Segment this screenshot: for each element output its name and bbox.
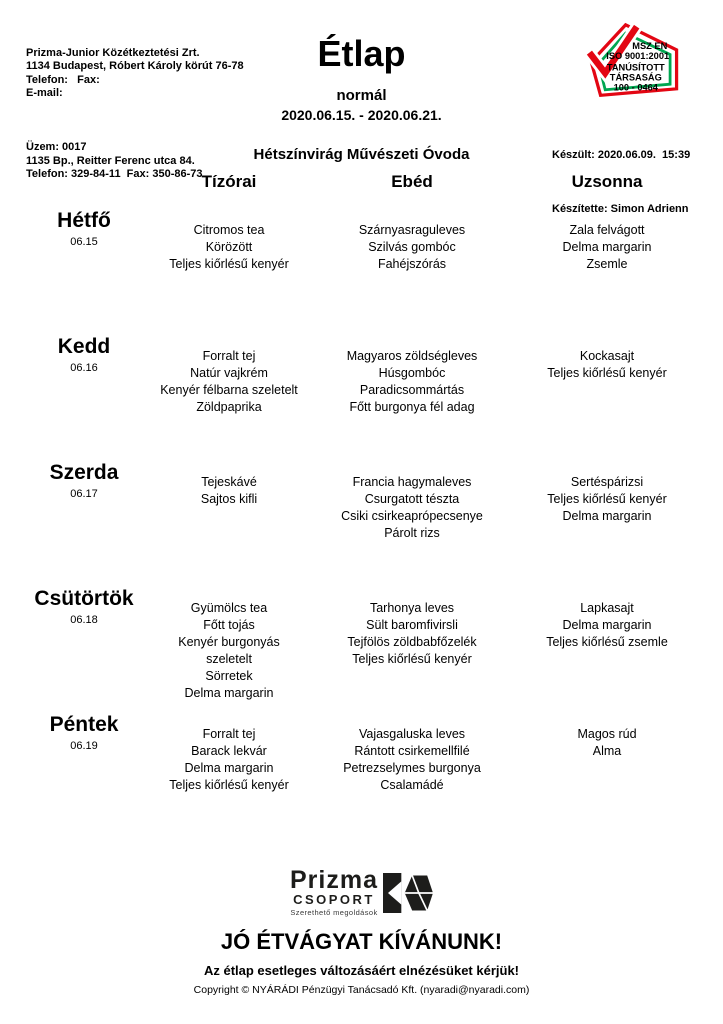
text-line: Prizma-Junior Közétkeztetési Zrt. <box>26 46 200 59</box>
text-line: Kenyér burgonyás szeletelt <box>178 635 280 666</box>
ebed-items <box>300 713 524 839</box>
text-line: Delma margarin <box>562 240 652 254</box>
text-line: Petrezselymes burgonya <box>343 761 481 775</box>
text-line: Barack lekvár <box>191 744 267 758</box>
bon-appetit-text: JÓ ÉTVÁGYAT KÍVÁNUNK! <box>220 929 503 954</box>
badge-standard: MSZ EN <box>632 40 668 51</box>
text-line: Magos rúd <box>577 727 637 741</box>
badge-number: 100 - 0464 <box>613 82 658 93</box>
text-line: Főtt burgonya fél adag <box>349 400 475 414</box>
day-cell <box>10 335 158 461</box>
prism-icon <box>383 866 433 920</box>
uzsonna-items <box>524 209 690 335</box>
badge-certified: TANÚSÍTOTT <box>606 62 665 73</box>
column-header-row <box>10 172 690 192</box>
text-line: Csurgatott tészta <box>364 492 460 506</box>
text-line: Telefon: 329-84-11 Fax: 350-86-73 <box>26 168 203 181</box>
text-line: Tarhonya leves <box>369 601 455 615</box>
day-name: Csütörtök <box>34 587 134 610</box>
text-line: 1135 Bp., Reitter Ferenc utca 84. <box>26 154 195 167</box>
tizorai-items <box>158 209 300 335</box>
text-line: Zsemle <box>586 257 628 271</box>
text-line: Francia hagymaleves <box>352 475 472 489</box>
menu-row-thursday <box>10 587 690 713</box>
institution-name: Hétszínvirág Művészeti Óvoda <box>253 146 470 163</box>
badge-iso: ISO 9001:2001 <box>606 51 670 62</box>
day-date: 06.19 <box>70 740 98 752</box>
text-line: Natúr vajkrém <box>190 366 268 380</box>
text-line: Rántott csirkemellfilé <box>354 744 470 758</box>
menu-row-monday <box>10 209 690 335</box>
day-name: Péntek <box>49 713 119 736</box>
created-by: Készítette: Simon Adrienn <box>552 203 689 215</box>
tizorai-items <box>158 335 300 461</box>
day-date: 06.18 <box>70 614 98 626</box>
text-line: E-mail: <box>26 87 63 100</box>
page-title: Étlap <box>317 33 406 74</box>
text-line: Delma margarin <box>184 686 274 700</box>
uzsonna-items <box>524 335 690 461</box>
iso-certification-badge <box>582 18 684 109</box>
text-line: Forralt tej <box>202 727 256 741</box>
menu-row-tuesday <box>10 335 690 461</box>
prizma-csoport-logo <box>0 866 723 920</box>
text-line: Főtt tojás <box>203 618 255 632</box>
iso-badge-icon <box>582 18 684 104</box>
ebed-items <box>300 587 524 713</box>
menu-table <box>10 172 690 839</box>
day-cell <box>10 587 158 713</box>
day-name: Szerda <box>49 461 119 484</box>
copyright-text: Copyright © NYÁRÁDI Pénzügyi Tanácsadó Kft. (nyaradi@nyaradi.com) <box>193 984 530 996</box>
text-line: Alma <box>592 744 622 758</box>
text-line: Teljes kiőrlésű kenyér <box>547 492 667 506</box>
day-date: 06.17 <box>70 488 98 500</box>
menu-row-wednesday <box>10 461 690 587</box>
text-line: Sertéspárizsi <box>570 475 644 489</box>
created-at: Készült: 2020.06.09. 15:39 <box>552 149 691 161</box>
uzsonna-items <box>524 587 690 713</box>
day-name: Hétfő <box>57 209 111 232</box>
day-name: Kedd <box>57 335 111 358</box>
text-line: Szilvás gombóc <box>368 240 456 254</box>
text-line: Teljes kiőrlésű kenyér <box>547 366 667 380</box>
text-line: 1134 Budapest, Róbert Károly körút 76-78 <box>26 60 244 73</box>
text-line: Gyümölcs tea <box>190 601 268 615</box>
day-cell <box>10 713 158 839</box>
day-cell <box>10 461 158 587</box>
text-line: Teljes kiőrlésű kenyér <box>169 257 289 271</box>
text-line: Sörretek <box>205 669 253 683</box>
badge-company: TÁRSASÁG <box>609 72 662 83</box>
text-line: Körözött <box>205 240 253 254</box>
text-line: Párolt rizs <box>384 526 440 540</box>
text-line: Tejeskávé <box>201 475 257 489</box>
ebed-items <box>300 335 524 461</box>
text-line: Sült baromfivirsli <box>366 618 458 632</box>
menu-type: normál <box>336 87 387 104</box>
text-line: Teljes kiőrlésű kenyér <box>352 652 472 666</box>
day-date: 06.16 <box>70 362 98 374</box>
ebed-items <box>300 209 524 335</box>
text-line: Teljes kiőrlésű kenyér <box>169 778 289 792</box>
text-line: Zöldpaprika <box>196 400 262 414</box>
text-line: Delma margarin <box>184 761 274 775</box>
column-header-ebed: Ebéd <box>391 172 433 191</box>
text-line: Kenyér félbarna szeletelt <box>160 383 298 397</box>
menu-row-friday <box>10 713 690 839</box>
text-line: Fahéjszórás <box>377 257 447 271</box>
uzsonna-items <box>524 713 690 839</box>
text-line: Csalamádé <box>380 778 444 792</box>
tizorai-items <box>158 461 300 587</box>
day-column-header <box>10 172 158 192</box>
text-line: Delma margarin <box>562 509 652 523</box>
text-line: Húsgombóc <box>378 366 446 380</box>
text-line: Magyaros zöldségleves <box>346 349 478 363</box>
text-line: Forralt tej <box>202 349 256 363</box>
text-line: Üzem: 0017 <box>26 141 87 154</box>
text-line: Zala felvágott <box>569 223 645 237</box>
date-range: 2020.06.15. - 2020.06.21. <box>281 107 442 123</box>
day-cell <box>10 209 158 335</box>
ebed-items <box>300 461 524 587</box>
text-line: Vajasgaluska leves <box>358 727 466 741</box>
disclaimer-text: Az étlap esetleges változásáért elnézésüket kérjük! <box>203 963 520 978</box>
text-line: Citromos tea <box>193 223 265 237</box>
text-line: Teljes kiőrlésű zsemle <box>546 635 668 649</box>
prizma-logo-tagline: Szerethető megoldások <box>290 908 378 917</box>
column-header-tizorai: Tízórai <box>201 172 257 191</box>
column-header-uzsonna: Uzsonna <box>571 172 643 191</box>
text-line: Delma margarin <box>562 618 652 632</box>
text-line: Kockasajt <box>579 349 635 363</box>
text-line: Szárnyasraguleves <box>358 223 466 237</box>
prizma-logo-sub: CSOPORT <box>293 892 375 907</box>
text-line: Paradicsommártás <box>359 383 465 397</box>
prizma-logo-name: Prizma <box>290 866 378 894</box>
text-line: Telefon: Fax: <box>26 73 100 86</box>
text-line: Lapkasajt <box>580 601 634 615</box>
text-line: Csiki csirkeaprópecsenye <box>341 509 483 523</box>
prizma-logo-text <box>290 866 378 917</box>
tizorai-items <box>158 713 300 839</box>
uzsonna-items <box>524 461 690 587</box>
day-date: 06.15 <box>70 236 98 248</box>
text-line: Tejfölös zöldbabfőzelék <box>347 635 477 649</box>
tizorai-items <box>158 587 300 713</box>
text-line: Sajtos kifli <box>200 492 258 506</box>
